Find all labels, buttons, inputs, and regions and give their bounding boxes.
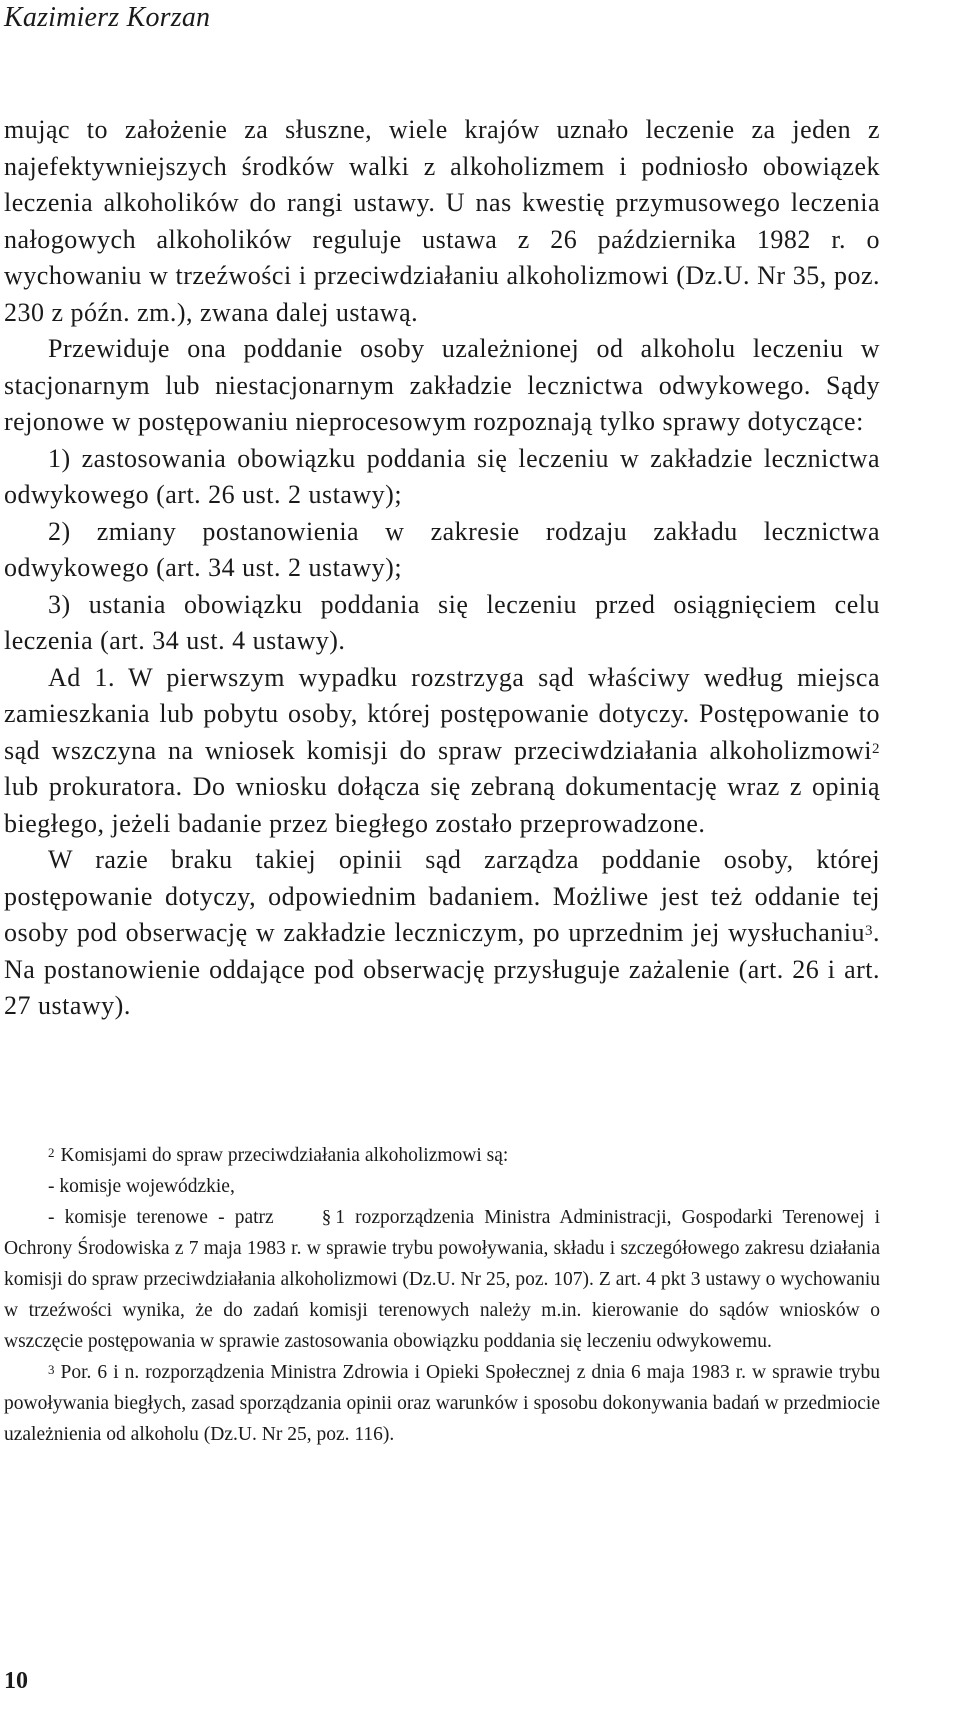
- paragraph-3-part-b: lub prokuratora. Do wniosku dołącza się zebraną dokumentację wraz z opinią biegłego, jeżeli badanie przez biegłego zostało przeprowadzone.: [4, 772, 880, 838]
- list-item-1: 1) zastosowania obowiązku poddania się leczeniu w zakładzie lecznictwa odwykowego (art. 26 ust. 2 ustawy);: [4, 443, 880, 509]
- footnote-2-line-2-rest: 1 rozporządzenia Ministra Administracji, Gospodarki Terenowej i Ochrony Środowiska z 7 maja 1983 r. w sprawie trybu powoływania, składu i szczegółowego zakresu działania komisji do spraw przeciwdziałania alkoholizmowi (Dz.U. Nr 25, poz. 107). Z art. 4 pkt 3 ustawy o wychowaniu w trzeźwości wynika, że do zadań komisji terenowych należy m.in. kierowanie do sądów wniosków o wszczęcie postępowania w sprawie zastosowania obowiązku poddania się leczeniu odwykowemu.: [4, 1207, 880, 1352]
- paragraph-4: [4, 842, 880, 1025]
- footnote-ref-3: 3: [865, 923, 873, 939]
- paragraph-3-part-a: Ad 1. W pierwszym wypadku rozstrzyga sąd właściwy według miejsca zamieszkania lub pobytu osoby, której postępowanie dotyczy. Postępowanie to sąd wszczyna na wniosek komisji do spraw przeciwdziałania alkoholizmowi: [4, 662, 880, 765]
- paragraph-4-part-a: W razie braku takiej opinii sąd zarządza poddanie osoby, której postępowanie dotyczy, odpowiednim badaniem. Możliwe jest też oddanie tej osoby pod obserwację w zakładzie leczniczym, po uprzednim jej wysłuchaniu: [4, 845, 880, 947]
- footnotes: [4, 1140, 880, 1450]
- paragraph-1: mując to założenie za słuszne, wiele krajów uznało leczenie za jeden z najefektywniejszych środków walki z alkoholizmem i podniosło obowiązek leczenia alkoholików do rangi ustawy. U nas kwestię przymusowego leczenia nałogowych alkoholików reguluje ustawa z 26 października 1982 r. o wychowaniu w trzeźwości i przeciwdziałaniu alkoholizmowi (Dz.U. Nr 35, poz. 230 z późn. zm.), zwana dalej ustawą.: [4, 115, 880, 327]
- running-header-author: Kazimierz Korzan: [4, 2, 211, 33]
- footnote-ref-2: 2: [872, 740, 880, 757]
- paragraph-2: Przewiduje ona poddanie osoby uzależnionej od alkoholu leczeniu w stacjonarnym lub niestacjonarnym zakładzie lecznictwa odwykowego. Sądy rejonowe w postępowaniu nieprocesowym rozpoznają tylko sprawy dotyczące:: [4, 334, 880, 436]
- footnote-2-number: 2: [48, 1145, 55, 1160]
- footnote-2-line-1: - komisje wojewódzkie,: [48, 1176, 235, 1197]
- footnote-2-intro: [4, 1140, 880, 1171]
- main-text: [4, 112, 880, 1025]
- paragraph-3: [4, 660, 880, 843]
- footnote-2-intro-text: Komisjami do spraw przeciwdziałania alkoholizmowi są:: [60, 1145, 509, 1166]
- footnote-2-line-2: [4, 1202, 880, 1357]
- page-number: 10: [4, 1668, 28, 1694]
- paragraph-4-part-b: . Na postanowienie oddające pod obserwację przysługuje zażalenie (art. 26 i art. 27 ustawy).: [4, 918, 880, 1020]
- list-item-3: 3) ustania obowiązku poddania się leczeniu przed osiągnięciem celu leczenia (art. 34 ust. 4 ustawy).: [4, 589, 880, 655]
- footnote-2-line-2-start: - komisje terenowe - patrz: [48, 1207, 274, 1228]
- footnote-3-number: 3: [48, 1362, 55, 1377]
- footnote-3: [4, 1357, 880, 1450]
- section-sign: §: [321, 1207, 332, 1228]
- list-item-2: 2) zmiany postanowienia w zakresie rodzaju zakładu lecznictwa odwykowego (art. 34 ust. 2 ustawy);: [4, 516, 880, 582]
- footnote-3-text: Por. 6 i n. rozporządzenia Ministra Zdrowia i Opieki Społecznej z dnia 6 maja 1983 r. w sprawie trybu powoływania biegłych, zasad sporządzania opinii oraz warunków i sposobu dokonywania badań w przedmiocie uzależnienia od alkoholu (Dz.U. Nr 25, poz. 116).: [4, 1362, 880, 1445]
